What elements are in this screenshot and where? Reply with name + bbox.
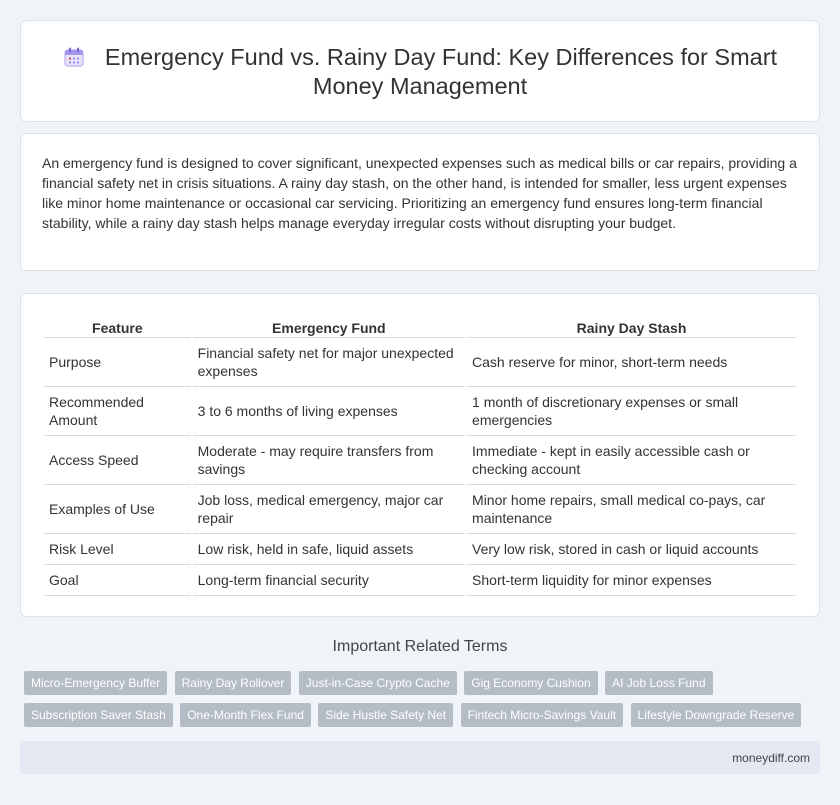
related-tag[interactable]: Side Hustle Safety Net [318, 703, 453, 727]
cell-emergency: Moderate - may require transfers from savings [193, 436, 465, 485]
calendar-icon [63, 46, 85, 68]
cell-feature: Goal [44, 565, 191, 596]
related-terms-title: Important Related Terms [332, 638, 508, 655]
comparison-table-card [20, 293, 820, 617]
cell-emergency: Low risk, held in safe, liquid assets [193, 534, 465, 565]
cell-feature: Examples of Use [44, 485, 191, 534]
intro-card [20, 133, 820, 271]
header-feature: Feature [44, 316, 191, 338]
table-row [44, 436, 796, 485]
related-tag[interactable]: Just-in-Case Crypto Cache [299, 671, 457, 695]
related-tag[interactable]: Micro-Emergency Buffer [24, 671, 167, 695]
related-tag[interactable]: Subscription Saver Stash [24, 703, 173, 727]
cell-rainy: Short-term liquidity for minor expenses [467, 565, 796, 596]
related-tag[interactable]: Lifestyle Downgrade Reserve [631, 703, 802, 727]
cell-rainy: Immediate - kept in easily accessible cash or checking account [467, 436, 796, 485]
table-row [44, 534, 796, 565]
cell-emergency: Long-term financial security [193, 565, 465, 596]
related-tag[interactable]: AI Job Loss Fund [605, 671, 712, 695]
cell-feature: Access Speed [44, 436, 191, 485]
cell-feature: Risk Level [44, 534, 191, 565]
page-title: Emergency Fund vs. Rainy Day Fund: Key Differences for Smart Money Management [104, 44, 778, 99]
cell-rainy: Cash reserve for minor, short-term needs [467, 338, 796, 387]
table-row [44, 485, 796, 534]
cell-feature: Purpose [44, 338, 191, 387]
footer [20, 741, 820, 774]
related-tag[interactable]: Fintech Micro-Savings Vault [461, 703, 624, 727]
header-rainy-day-stash: Rainy Day Stash [467, 316, 796, 338]
cell-rainy: 1 month of discretionary expenses or small emergencies [467, 387, 796, 436]
cell-rainy: Minor home repairs, small medical co-pays, car maintenance [467, 485, 796, 534]
header-emergency-fund: Emergency Fund [193, 316, 465, 338]
cell-emergency: 3 to 6 months of living expenses [193, 387, 465, 436]
cell-emergency: Job loss, medical emergency, major car repair [193, 485, 465, 534]
related-tag[interactable]: One-Month Flex Fund [180, 703, 311, 727]
table-row [44, 387, 796, 436]
related-tag[interactable]: Gig Economy Cushion [464, 671, 597, 695]
related-tag[interactable]: Rainy Day Rollover [175, 671, 292, 695]
footer-site-link[interactable]: moneydiff.com [732, 751, 810, 765]
cell-feature: Recommended Amount [44, 387, 191, 436]
table-row [44, 565, 796, 596]
related-tags-row [24, 671, 824, 695]
comparison-table [42, 316, 798, 596]
intro-paragraph: An emergency fund is designed to cover significant, unexpected expenses such as medical bills or car repairs, providing a financial safety net in crisis situations. A rainy day stash, on the other hand, is intended for smaller, less urgent expenses like minor home maintenance or occasional car servicing. Prioritizing an emergency fund ensures long-term financial stability, while a rainy day stash helps manage everyday irregular costs without disrupting your budget. [42, 155, 797, 231]
cell-rainy: Very low risk, stored in cash or liquid accounts [467, 534, 796, 565]
table-row [44, 338, 796, 387]
cell-emergency: Financial safety net for major unexpected expenses [193, 338, 465, 387]
title-card [20, 20, 820, 122]
related-tags-row [24, 703, 824, 727]
table-header-row [44, 316, 796, 338]
